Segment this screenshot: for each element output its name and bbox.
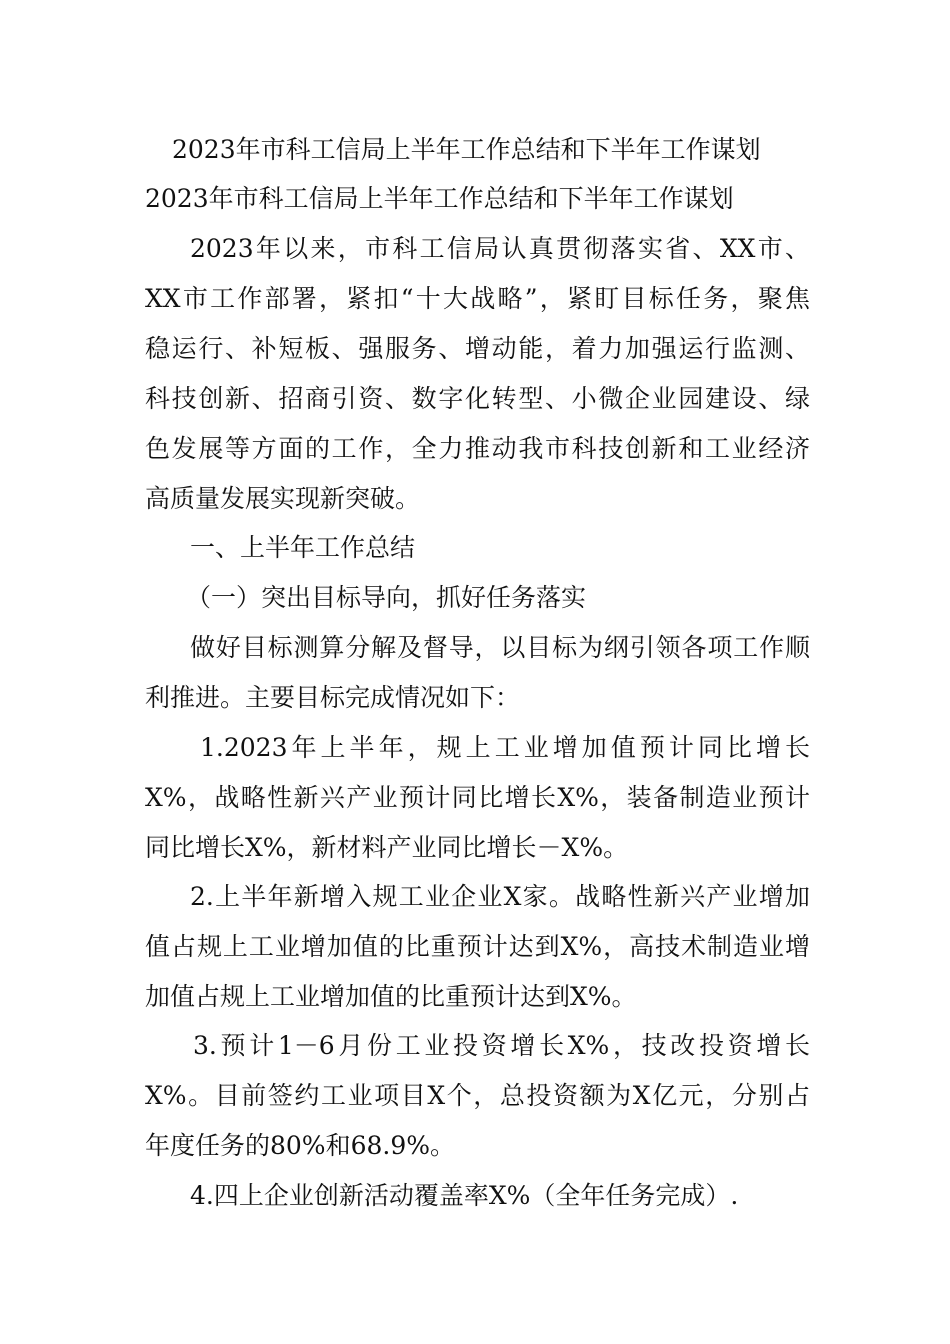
item1-line-2: X%，战略性新兴产业预计同比增长X%，装备制造业预计 [145, 783, 810, 812]
item3-line-1: 3.预计1－6月份工业投资增长X%，技改投资增长 [193, 1031, 810, 1060]
item3-line-3: 年度任务的80%和68.9%。 [145, 1131, 455, 1160]
item2-line-1: 2.上半年新增入规工业企业X家。战略性新兴产业增加 [190, 882, 810, 911]
item4-line: 4.四上企业创新活动覆盖率X%（全年任务完成）. [190, 1181, 739, 1210]
document-title-line-2: 2023年市科工信局上半年工作总结和下半年工作谋划 [145, 184, 734, 213]
item2-line-2: 值占规上工业增加值的比重预计达到X%，高技术制造业增 [145, 932, 810, 961]
intro-line-1: 2023年以来，市科工信局认真贯彻落实省、XX市、 [190, 234, 810, 263]
item3-line-2: X%。目前签约工业项目X个，总投资额为X亿元，分别占 [145, 1081, 810, 1110]
item1-line-1: 1.2023年上半年，规上工业增加值预计同比增长 [200, 733, 810, 762]
section-heading: 一、上半年工作总结 [190, 533, 416, 562]
document-title-line-1: 2023年市科工信局上半年工作总结和下半年工作谋划 [172, 135, 761, 164]
item2-line-3: 加值占规上工业增加值的比重预计达到X%。 [145, 982, 637, 1011]
subsection-line-2: 利推进。主要目标完成情况如下： [145, 683, 521, 712]
intro-line-5: 色发展等方面的工作，全力推动我市科技创新和工业经济 [145, 434, 810, 463]
intro-line-4: 科技创新、招商引资、数字化转型、小微企业园建设、绿 [145, 384, 810, 413]
intro-line-2: XX市工作部署，紧扣“十大战略”，紧盯目标任务，聚焦 [145, 284, 810, 313]
intro-line-3: 稳运行、补短板、强服务、增动能，着力加强运行监测、 [145, 334, 810, 363]
item1-line-3: 同比增长X%，新材料产业同比增长－X%。 [145, 833, 629, 862]
subsection-line-1: 做好目标测算分解及督导，以目标为纲引领各项工作顺 [190, 633, 810, 662]
intro-line-6: 高质量发展实现新突破。 [145, 484, 421, 513]
subsection-heading: （一）突出目标导向，抓好任务落实 [186, 583, 587, 612]
